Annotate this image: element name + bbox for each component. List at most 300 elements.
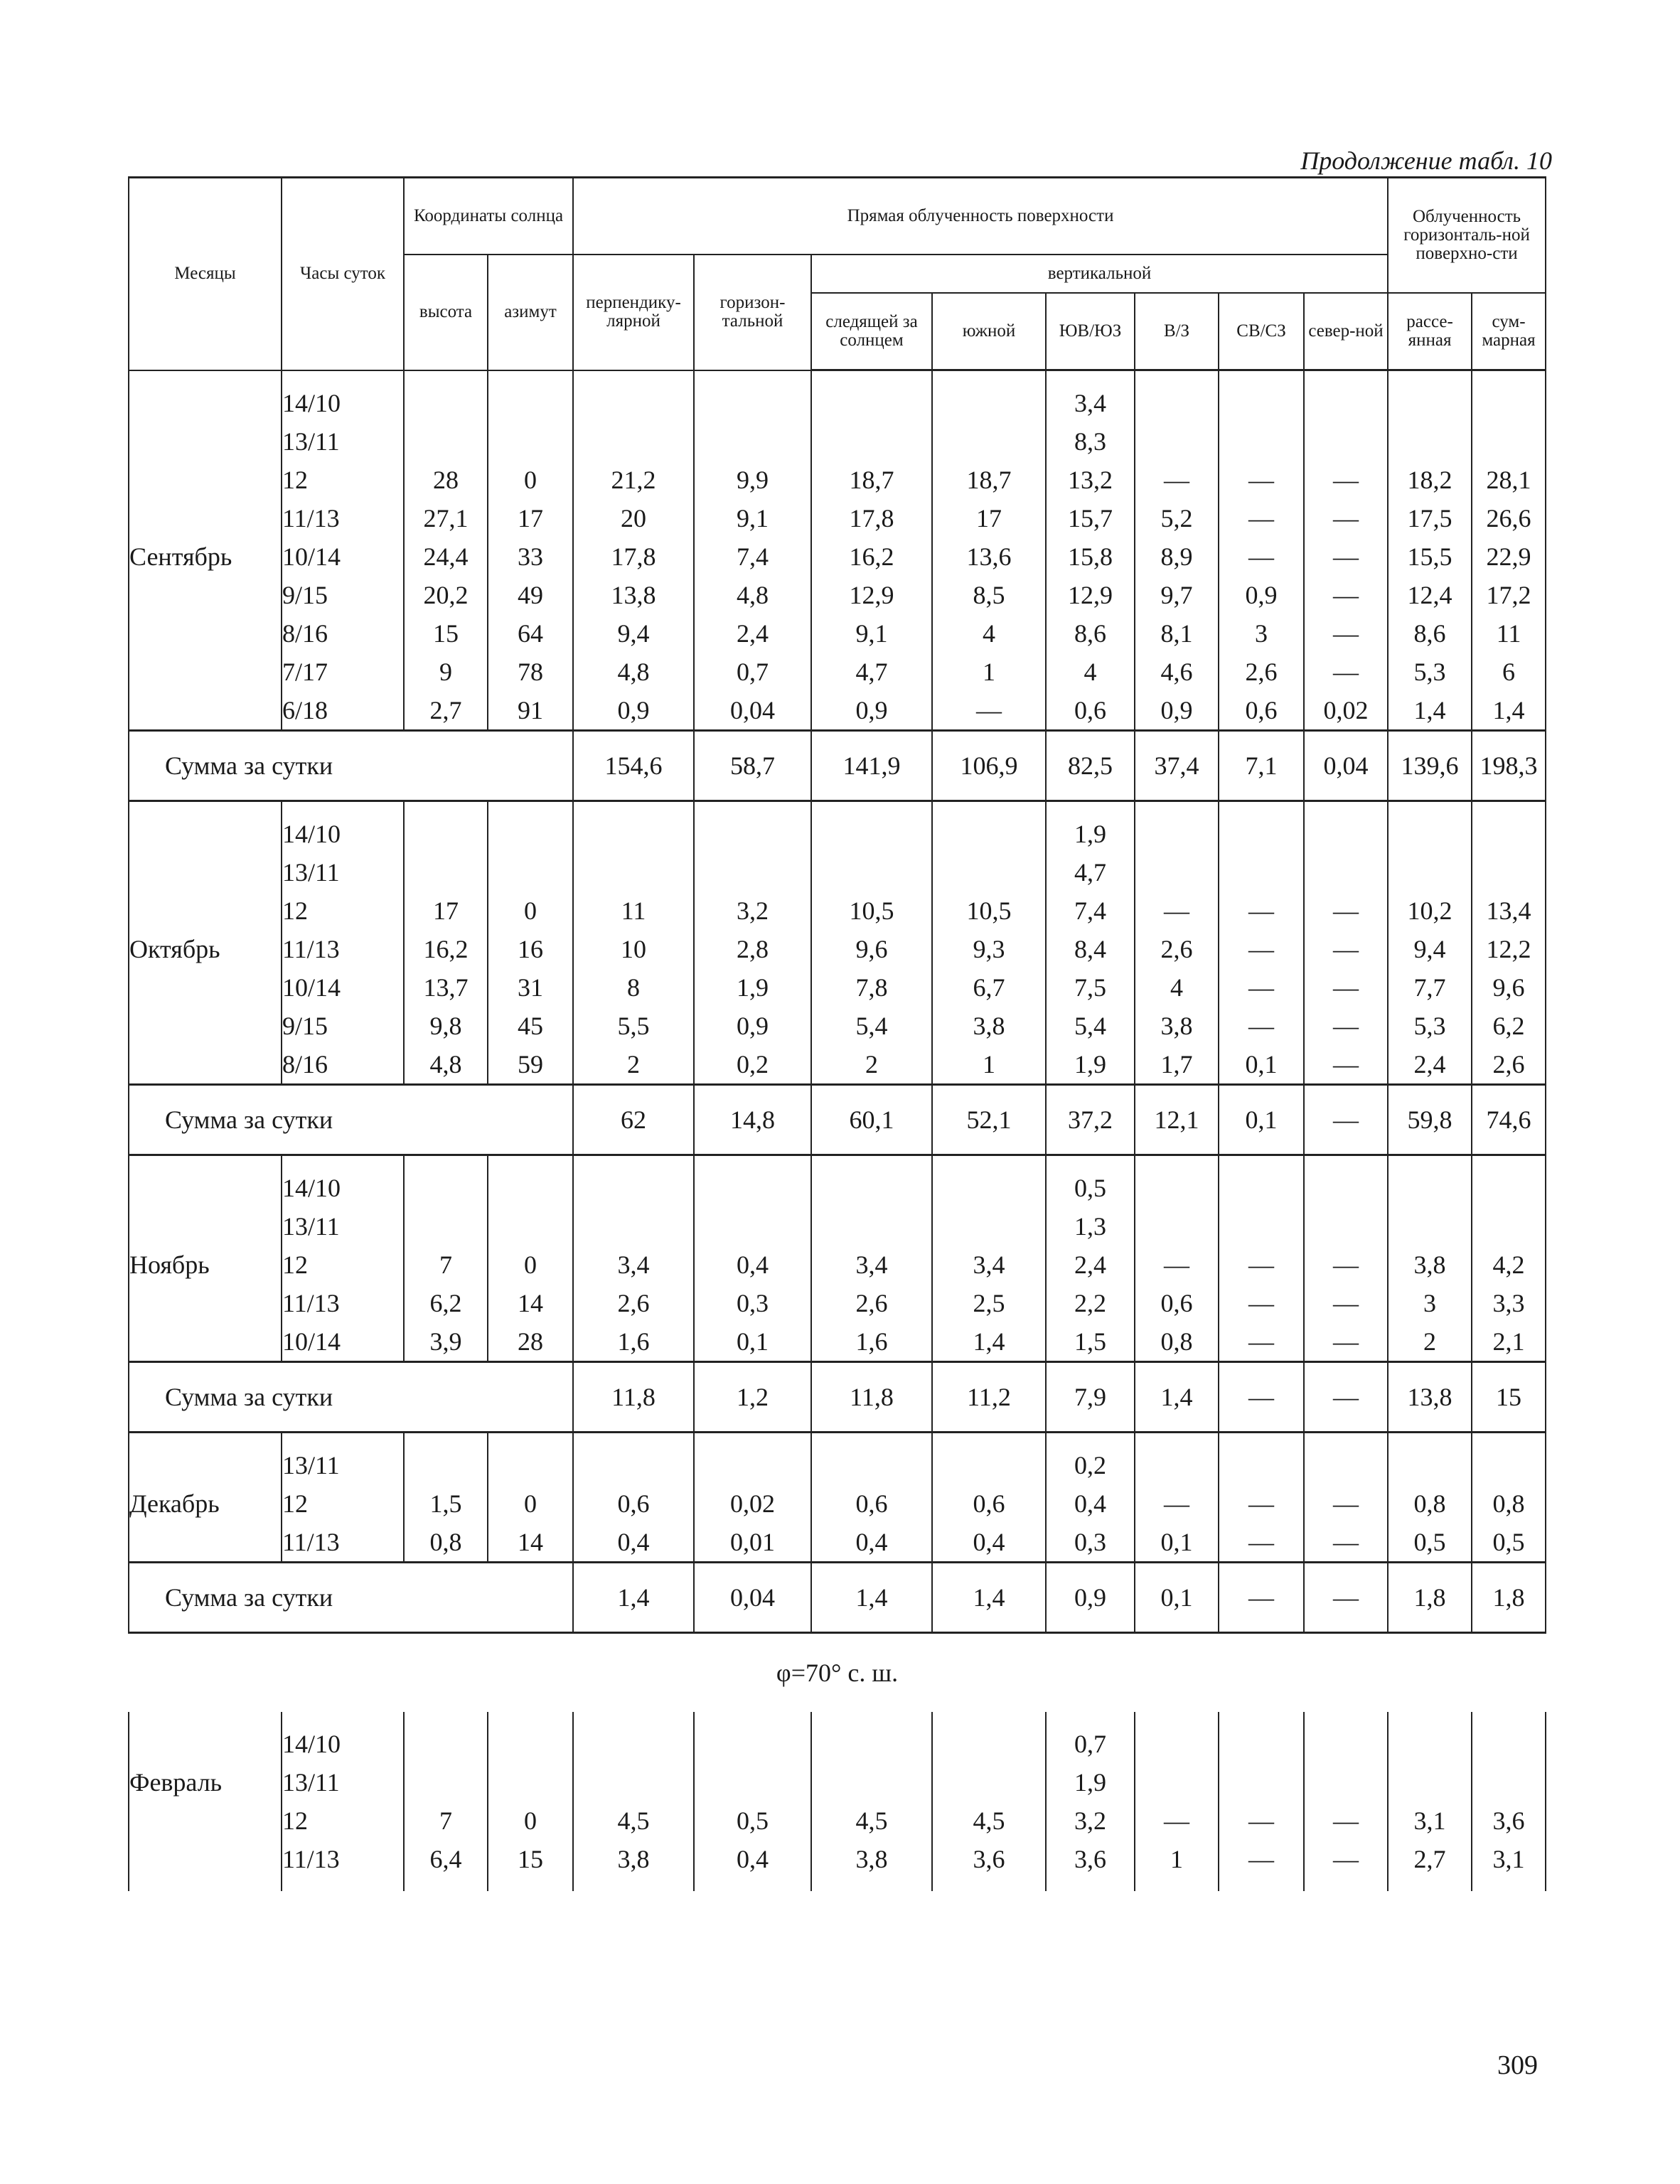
irradiance-table: [128, 176, 1546, 1891]
value-cell: [694, 1725, 811, 1763]
value-cell: 3,2: [694, 892, 811, 930]
spacer-cell: [811, 1878, 932, 1891]
spacer-cell: [1219, 1712, 1304, 1725]
header-direct: Прямая облученность поверхности: [573, 178, 1388, 255]
spacer-cell: [694, 370, 811, 385]
value-cell: 0,5: [694, 1802, 811, 1840]
value-cell: 0: [488, 461, 573, 499]
value-cell: 18,2: [1388, 461, 1472, 499]
value-cell: [1135, 1207, 1219, 1246]
value-cell: —: [1135, 461, 1219, 499]
value-cell: [694, 1446, 811, 1484]
value-cell: 20: [573, 499, 694, 537]
value-cell: [1472, 1169, 1546, 1207]
value-cell: 14: [488, 1523, 573, 1563]
value-cell: 2,7: [404, 691, 488, 731]
value-cell: [811, 1169, 932, 1207]
value-cell: [1304, 1207, 1388, 1246]
sum-value: 62: [573, 1085, 694, 1155]
value-cell: 0,02: [694, 1484, 811, 1523]
value-cell: 7: [404, 1246, 488, 1284]
value-cell: [573, 815, 694, 853]
sum-value: 13,8: [1388, 1362, 1472, 1433]
value-cell: [1472, 1207, 1546, 1246]
header-height: высота: [404, 255, 488, 370]
spacer-cell: [1472, 1712, 1546, 1725]
value-cell: 8,5: [932, 576, 1046, 614]
value-cell: 0,1: [1219, 1045, 1304, 1085]
value-cell: —: [1304, 1246, 1388, 1284]
value-cell: [1219, 815, 1304, 853]
sum-value: 11,8: [573, 1362, 694, 1433]
value-cell: 3,4: [573, 1246, 694, 1284]
sum-value: 37,2: [1046, 1085, 1135, 1155]
spacer-cell: [1135, 801, 1219, 815]
value-cell: —: [1304, 461, 1388, 499]
value-cell: 3,9: [404, 1322, 488, 1362]
value-cell: [694, 1207, 811, 1246]
hour-cell: 12: [282, 892, 404, 930]
spacer-cell: [1472, 370, 1546, 385]
sum-value: 0,04: [694, 1563, 811, 1633]
value-cell: 15: [488, 1840, 573, 1878]
spacer-cell: [694, 1155, 811, 1169]
spacer-cell: [1219, 1433, 1304, 1447]
month-cell: [129, 1523, 282, 1563]
value-cell: 16,2: [811, 537, 932, 576]
value-cell: 7: [404, 1802, 488, 1840]
value-cell: 0,8: [1388, 1484, 1472, 1523]
value-cell: 8: [573, 968, 694, 1007]
value-cell: —: [1304, 1007, 1388, 1045]
hour-cell: 11/13: [282, 1840, 404, 1878]
value-cell: 0,6: [811, 1484, 932, 1523]
spacer-cell: [694, 1878, 811, 1891]
value-cell: [1304, 1169, 1388, 1207]
value-cell: 0,4: [811, 1523, 932, 1563]
table-row: [129, 1322, 1546, 1362]
spacer-cell: [1304, 1712, 1388, 1725]
value-cell: 0,5: [1046, 1169, 1135, 1207]
value-cell: 15,7: [1046, 499, 1135, 537]
table-row: [129, 853, 1546, 892]
spacer-cell: [932, 1433, 1046, 1447]
value-cell: 3: [1388, 1284, 1472, 1322]
value-cell: [1219, 1207, 1304, 1246]
value-cell: 7,7: [1388, 968, 1472, 1007]
spacer-cell: [811, 370, 932, 385]
value-cell: 1,4: [932, 1322, 1046, 1362]
month-cell: [129, 384, 282, 422]
value-cell: 17,8: [811, 499, 932, 537]
value-cell: [932, 853, 1046, 892]
value-cell: 9,4: [1388, 930, 1472, 968]
header-e-w: В/З: [1135, 293, 1219, 370]
value-cell: [404, 1169, 488, 1207]
value-cell: 10,5: [932, 892, 1046, 930]
hour-cell: 14/10: [282, 815, 404, 853]
value-cell: 3,8: [573, 1840, 694, 1878]
value-cell: 1,9: [1046, 1045, 1135, 1085]
month-cell: [129, 614, 282, 653]
header-se-sw: ЮВ/ЮЗ: [1046, 293, 1135, 370]
value-cell: 15,8: [1046, 537, 1135, 576]
value-cell: 4: [1135, 968, 1219, 1007]
value-cell: 0,9: [573, 691, 694, 731]
value-cell: 1,5: [404, 1484, 488, 1523]
value-cell: 0,4: [694, 1840, 811, 1878]
value-cell: 2,4: [1046, 1246, 1135, 1284]
value-cell: 20,2: [404, 576, 488, 614]
value-cell: 3,8: [932, 1007, 1046, 1045]
value-cell: 0,3: [694, 1284, 811, 1322]
value-cell: 3,2: [1046, 1802, 1135, 1840]
value-cell: 2,4: [1388, 1045, 1472, 1085]
value-cell: 9,1: [811, 614, 932, 653]
sum-row: [129, 1085, 1546, 1155]
value-cell: 15: [404, 614, 488, 653]
table-row: [129, 1207, 1546, 1246]
spacer-cell: [282, 370, 404, 385]
value-cell: 2,6: [1219, 653, 1304, 691]
spacer-cell: [404, 801, 488, 815]
value-cell: 17,2: [1472, 576, 1546, 614]
value-cell: 5,3: [1388, 1007, 1472, 1045]
value-cell: 2,4: [694, 614, 811, 653]
value-cell: [1304, 384, 1388, 422]
spacer-cell: [932, 801, 1046, 815]
hour-cell: 13/11: [282, 1763, 404, 1802]
value-cell: [1472, 1763, 1546, 1802]
value-cell: 2,7: [1388, 1840, 1472, 1878]
table-row: [129, 1007, 1546, 1045]
month-label: Октябрь: [129, 930, 282, 968]
value-cell: 0: [488, 1246, 573, 1284]
sum-value: 1,4: [811, 1563, 932, 1633]
value-cell: 12,4: [1388, 576, 1472, 614]
value-cell: 0,6: [1219, 691, 1304, 731]
spacer-cell: [811, 801, 932, 815]
hour-cell: 13/11: [282, 422, 404, 461]
value-cell: [811, 815, 932, 853]
sum-value: 1,8: [1472, 1563, 1546, 1633]
value-cell: 28: [404, 461, 488, 499]
month-label: Февраль: [129, 1763, 282, 1802]
sum-value: 154,6: [573, 731, 694, 801]
table-row: [129, 1802, 1546, 1840]
value-cell: —: [1304, 1045, 1388, 1085]
sum-value: 37,4: [1135, 731, 1219, 801]
value-cell: [1219, 1446, 1304, 1484]
value-cell: 6: [1472, 653, 1546, 691]
hour-cell: 9/15: [282, 1007, 404, 1045]
value-cell: [404, 1725, 488, 1763]
value-cell: 14: [488, 1284, 573, 1322]
hour-cell: 13/11: [282, 853, 404, 892]
hour-cell: 14/10: [282, 1169, 404, 1207]
sum-value: 12,1: [1135, 1085, 1219, 1155]
value-cell: 9,3: [932, 930, 1046, 968]
table-row: [129, 384, 1546, 422]
value-cell: 12,2: [1472, 930, 1546, 968]
value-cell: 1,5: [1046, 1322, 1135, 1362]
value-cell: 12,9: [811, 576, 932, 614]
value-cell: [1304, 422, 1388, 461]
value-cell: 1,9: [694, 968, 811, 1007]
value-cell: 0: [488, 892, 573, 930]
value-cell: 24,4: [404, 537, 488, 576]
sum-label: Сумма за сутки: [129, 1563, 573, 1633]
value-cell: 4,2: [1472, 1246, 1546, 1284]
value-cell: [811, 1763, 932, 1802]
value-cell: —: [1219, 930, 1304, 968]
value-cell: —: [932, 691, 1046, 731]
value-cell: 2,6: [1135, 930, 1219, 968]
value-cell: 13,2: [1046, 461, 1135, 499]
spacer-cell: [1219, 1155, 1304, 1169]
table-row: [129, 576, 1546, 614]
sum-value: 11,2: [932, 1362, 1046, 1433]
value-cell: —: [1135, 1484, 1219, 1523]
spacer-cell: [1388, 1155, 1472, 1169]
value-cell: 9,8: [404, 1007, 488, 1045]
hour-cell: 11/13: [282, 930, 404, 968]
sum-value: 106,9: [932, 731, 1046, 801]
value-cell: [1304, 853, 1388, 892]
value-cell: 64: [488, 614, 573, 653]
sum-value: 14,8: [694, 1085, 811, 1155]
value-cell: [1472, 815, 1546, 853]
table-row: [129, 1446, 1546, 1484]
value-cell: [488, 1763, 573, 1802]
spacer-cell: [282, 801, 404, 815]
spacer-cell: [1304, 1878, 1388, 1891]
table-row: [129, 1484, 1546, 1523]
value-cell: 0,1: [1135, 1523, 1219, 1563]
value-cell: 2,1: [1472, 1322, 1546, 1362]
month-cell: [129, 1045, 282, 1085]
value-cell: 5,5: [573, 1007, 694, 1045]
value-cell: [1304, 1763, 1388, 1802]
value-cell: [932, 384, 1046, 422]
value-cell: [488, 853, 573, 892]
value-cell: [1388, 1207, 1472, 1246]
value-cell: 3,4: [1046, 384, 1135, 422]
value-cell: —: [1219, 1802, 1304, 1840]
header-azimuth: азимут: [488, 255, 573, 370]
value-cell: 28: [488, 1322, 573, 1362]
value-cell: —: [1304, 1284, 1388, 1322]
value-cell: —: [1304, 1484, 1388, 1523]
month-cell: [129, 1446, 282, 1484]
spacer-cell: [932, 1878, 1046, 1891]
month-label: Ноябрь: [129, 1246, 282, 1284]
table-row: [129, 1045, 1546, 1085]
value-cell: [1388, 1763, 1472, 1802]
value-cell: 7,4: [1046, 892, 1135, 930]
value-cell: 78: [488, 653, 573, 691]
value-cell: 0,1: [694, 1322, 811, 1362]
hour-cell: 14/10: [282, 1725, 404, 1763]
hour-cell: 9/15: [282, 576, 404, 614]
value-cell: 0,5: [1388, 1523, 1472, 1563]
spacer-cell: [1472, 1433, 1546, 1447]
value-cell: [1388, 1169, 1472, 1207]
value-cell: [1472, 422, 1546, 461]
month-cell: [129, 499, 282, 537]
spacer-cell: [129, 370, 282, 385]
table-row: [129, 499, 1546, 537]
sum-value: 11,8: [811, 1362, 932, 1433]
value-cell: [811, 422, 932, 461]
value-cell: [1219, 1763, 1304, 1802]
month-cell: [129, 1840, 282, 1878]
value-cell: [1388, 853, 1472, 892]
value-cell: 21,2: [573, 461, 694, 499]
spacer-cell: [811, 1712, 932, 1725]
value-cell: [694, 422, 811, 461]
value-cell: [694, 815, 811, 853]
value-cell: [1135, 384, 1219, 422]
value-cell: 0,6: [1046, 691, 1135, 731]
value-cell: 16: [488, 930, 573, 968]
value-cell: [1135, 1763, 1219, 1802]
month-cell: [129, 1207, 282, 1246]
hour-cell: 10/14: [282, 968, 404, 1007]
spacer-cell: [1388, 370, 1472, 385]
header-south: южной: [932, 293, 1046, 370]
spacer-cell: [1046, 801, 1135, 815]
value-cell: [404, 422, 488, 461]
value-cell: 7,4: [694, 537, 811, 576]
value-cell: [404, 384, 488, 422]
value-cell: 0,6: [932, 1484, 1046, 1523]
month-cell: [129, 1802, 282, 1840]
value-cell: 9,9: [694, 461, 811, 499]
value-cell: 0,9: [694, 1007, 811, 1045]
sum-row: [129, 1563, 1546, 1633]
sum-value: 74,6: [1472, 1085, 1546, 1155]
table-row: [129, 1169, 1546, 1207]
value-cell: —: [1219, 1007, 1304, 1045]
page-number: 309: [1497, 2050, 1538, 2080]
value-cell: [488, 1169, 573, 1207]
table-row: [129, 653, 1546, 691]
value-cell: [488, 1207, 573, 1246]
table-row: [129, 1840, 1546, 1878]
spacer-cell: [1388, 1712, 1472, 1725]
value-cell: —: [1304, 576, 1388, 614]
value-cell: [932, 815, 1046, 853]
value-cell: 91: [488, 691, 573, 731]
table-body: [129, 370, 1546, 1892]
value-cell: [573, 422, 694, 461]
month-cell: [129, 653, 282, 691]
value-cell: 18,7: [932, 461, 1046, 499]
hour-cell: 13/11: [282, 1207, 404, 1246]
value-cell: 8,9: [1135, 537, 1219, 576]
hour-cell: 12: [282, 1802, 404, 1840]
spacer-cell: [1046, 1155, 1135, 1169]
value-cell: 2,5: [932, 1284, 1046, 1322]
value-cell: [573, 1725, 694, 1763]
value-cell: [1219, 853, 1304, 892]
value-cell: —: [1304, 1802, 1388, 1840]
value-cell: —: [1219, 1484, 1304, 1523]
table-row: [129, 1725, 1546, 1763]
hour-cell: 8/16: [282, 1045, 404, 1085]
hour-cell: 8/16: [282, 614, 404, 653]
value-cell: [811, 1207, 932, 1246]
value-cell: 3,8: [1135, 1007, 1219, 1045]
value-cell: 16,2: [404, 930, 488, 968]
value-cell: —: [1304, 653, 1388, 691]
value-cell: 4,7: [811, 653, 932, 691]
spacer-cell: [1135, 1878, 1219, 1891]
value-cell: [404, 1763, 488, 1802]
hour-cell: 12: [282, 1246, 404, 1284]
spacer-cell: [488, 1433, 573, 1447]
value-cell: 4: [932, 614, 1046, 653]
value-cell: 6,2: [404, 1284, 488, 1322]
table-row: [129, 691, 1546, 731]
header-north: север-ной: [1304, 293, 1388, 370]
value-cell: 0,04: [694, 691, 811, 731]
spacer-cell: [573, 370, 694, 385]
value-cell: 13,8: [573, 576, 694, 614]
value-cell: [694, 384, 811, 422]
spacer-cell: [1388, 801, 1472, 815]
value-cell: —: [1219, 461, 1304, 499]
value-cell: [573, 1169, 694, 1207]
value-cell: 27,1: [404, 499, 488, 537]
value-cell: 6,2: [1472, 1007, 1546, 1045]
sum-value: 82,5: [1046, 731, 1135, 801]
value-cell: 0,2: [1046, 1446, 1135, 1484]
value-cell: 0,6: [1135, 1284, 1219, 1322]
value-cell: —: [1304, 892, 1388, 930]
spacer-cell: [1135, 370, 1219, 385]
header-perpendicular: перпендику-лярной: [573, 255, 694, 370]
value-cell: 59: [488, 1045, 573, 1085]
spacer-cell: [573, 1712, 694, 1725]
value-cell: 1,3: [1046, 1207, 1135, 1246]
spacer-cell: [282, 1712, 404, 1725]
value-cell: 13,4: [1472, 892, 1546, 930]
value-cell: 17,8: [573, 537, 694, 576]
table-row: [129, 1284, 1546, 1322]
spacer-cell: [573, 801, 694, 815]
value-cell: [1219, 1725, 1304, 1763]
hour-cell: 11/13: [282, 499, 404, 537]
hour-cell: 7/17: [282, 653, 404, 691]
value-cell: 4,5: [573, 1802, 694, 1840]
spacer-cell: [573, 1433, 694, 1447]
value-cell: [1388, 1446, 1472, 1484]
month-cell: [129, 1169, 282, 1207]
spacer-cell: [573, 1878, 694, 1891]
value-cell: 0,02: [1304, 691, 1388, 731]
value-cell: 1: [932, 1045, 1046, 1085]
value-cell: —: [1135, 1246, 1219, 1284]
sum-row: [129, 1362, 1546, 1433]
spacer-cell: [1046, 1712, 1135, 1725]
hour-cell: 14/10: [282, 384, 404, 422]
value-cell: 13,7: [404, 968, 488, 1007]
month-label: Декабрь: [129, 1484, 282, 1523]
value-cell: 7,5: [1046, 968, 1135, 1007]
value-cell: [1219, 1169, 1304, 1207]
